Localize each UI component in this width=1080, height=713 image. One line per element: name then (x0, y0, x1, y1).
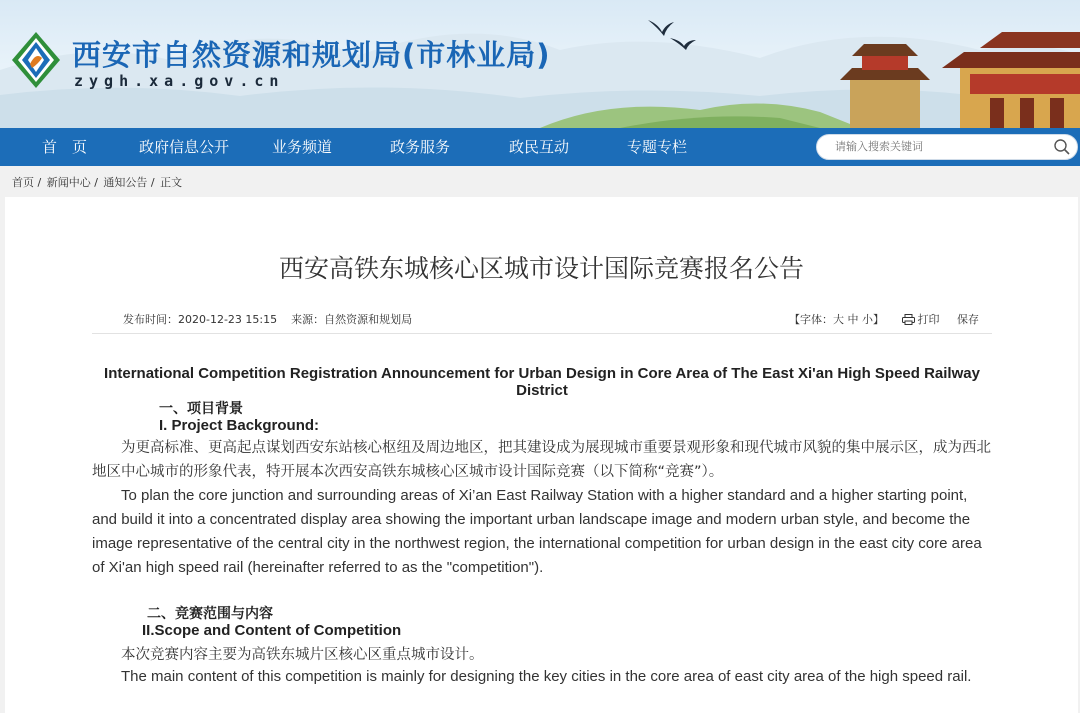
section2-heading-en: II.Scope and Content of Competition (142, 622, 402, 639)
nav-item-home[interactable]: 首 页 (42, 138, 88, 156)
article-container (5, 197, 1078, 713)
source-label: 来源： (291, 313, 325, 326)
section1-heading-en: I. Project Background: (159, 417, 320, 434)
print-icon[interactable] (902, 314, 915, 325)
paragraph-2-en: The main content of this competition is mainly for designing the key cities in the core area of east city area of the high speed rail. (121, 668, 972, 685)
nav-item-gov-info[interactable]: 政府信息公开 (139, 138, 230, 156)
site-url: zygh.xa.gov.cn (74, 72, 285, 90)
paragraph-1-cn: 为更高标准、更高起点谋划西安东站核心枢纽及周边地区，把其建设成为展现城市重要景观形象和现代城市风貌的集中展示区，成为西北地区中心城市的形象代表，特开展本次西安高铁东城核心区城市设计国际竞赛（以下简称“竞赛”）。 (92, 440, 991, 480)
font-size-control[interactable]: 【字体：大 中 小】 (789, 313, 884, 326)
section2-heading-cn: 二、竞赛范围与内容 (147, 606, 273, 622)
pagoda-illustration (830, 18, 1080, 128)
nav-item-gov-services[interactable]: 政务服务 (390, 138, 451, 156)
breadcrumb-home[interactable]: 首页 / (12, 176, 42, 189)
breadcrumb (12, 174, 184, 190)
paragraph-2-cn: 本次竞赛内容主要为高铁东城片区核心区重点城市设计。 (121, 647, 484, 663)
paragraph-1-en: To plan the core junction and surrounding areas of Xi’an East Railway Station with a higher standard and a higher starting point, and build it into a concentrated display area showing the important urban landscape image and modern urban style, and become the image representative of the central city in the northwest region, the international competition for urban design in the east city core area of Xi'an high speed rail (hereinafter referred to as the "competition"). (92, 487, 982, 576)
section1-heading-cn: 一、项目背景 (159, 401, 243, 417)
search-icon[interactable] (1053, 138, 1071, 156)
search-input[interactable] (835, 135, 1035, 159)
print-button[interactable]: 打印 (917, 313, 940, 326)
swallow-icon (640, 10, 700, 55)
publish-time: 2020-12-23 15:15 (178, 313, 278, 326)
nav-item-interaction[interactable]: 政民互动 (509, 138, 570, 156)
source: 自然资源和规划局 (324, 313, 413, 326)
article-title: 西安高铁东城核心区城市设计国际竞赛报名公告 (278, 254, 804, 283)
breadcrumb-news[interactable]: 新闻中心 / (46, 176, 98, 189)
article-tools (789, 311, 979, 327)
search-box (816, 134, 1078, 160)
meta-divider (92, 333, 992, 334)
bureau-logo-icon (8, 28, 64, 92)
nav-item-topics[interactable]: 专题专栏 (627, 138, 688, 156)
publish-label: 发布时间： (123, 313, 178, 326)
header-banner (0, 0, 1080, 128)
english-title: International Competition Registration Announcement for Urban Design in Core Area of The East Xi'an High Speed Railway District (104, 365, 980, 399)
breadcrumb-notices[interactable]: 通知公告 / (103, 176, 155, 189)
save-button[interactable]: 保存 (956, 313, 979, 326)
site-title: 西安市自然资源和规划局(市林业局) (72, 38, 551, 72)
nav-item-business[interactable]: 业务频道 (272, 138, 333, 156)
breadcrumb-current: 正文 (160, 176, 183, 189)
article-meta (123, 311, 412, 327)
